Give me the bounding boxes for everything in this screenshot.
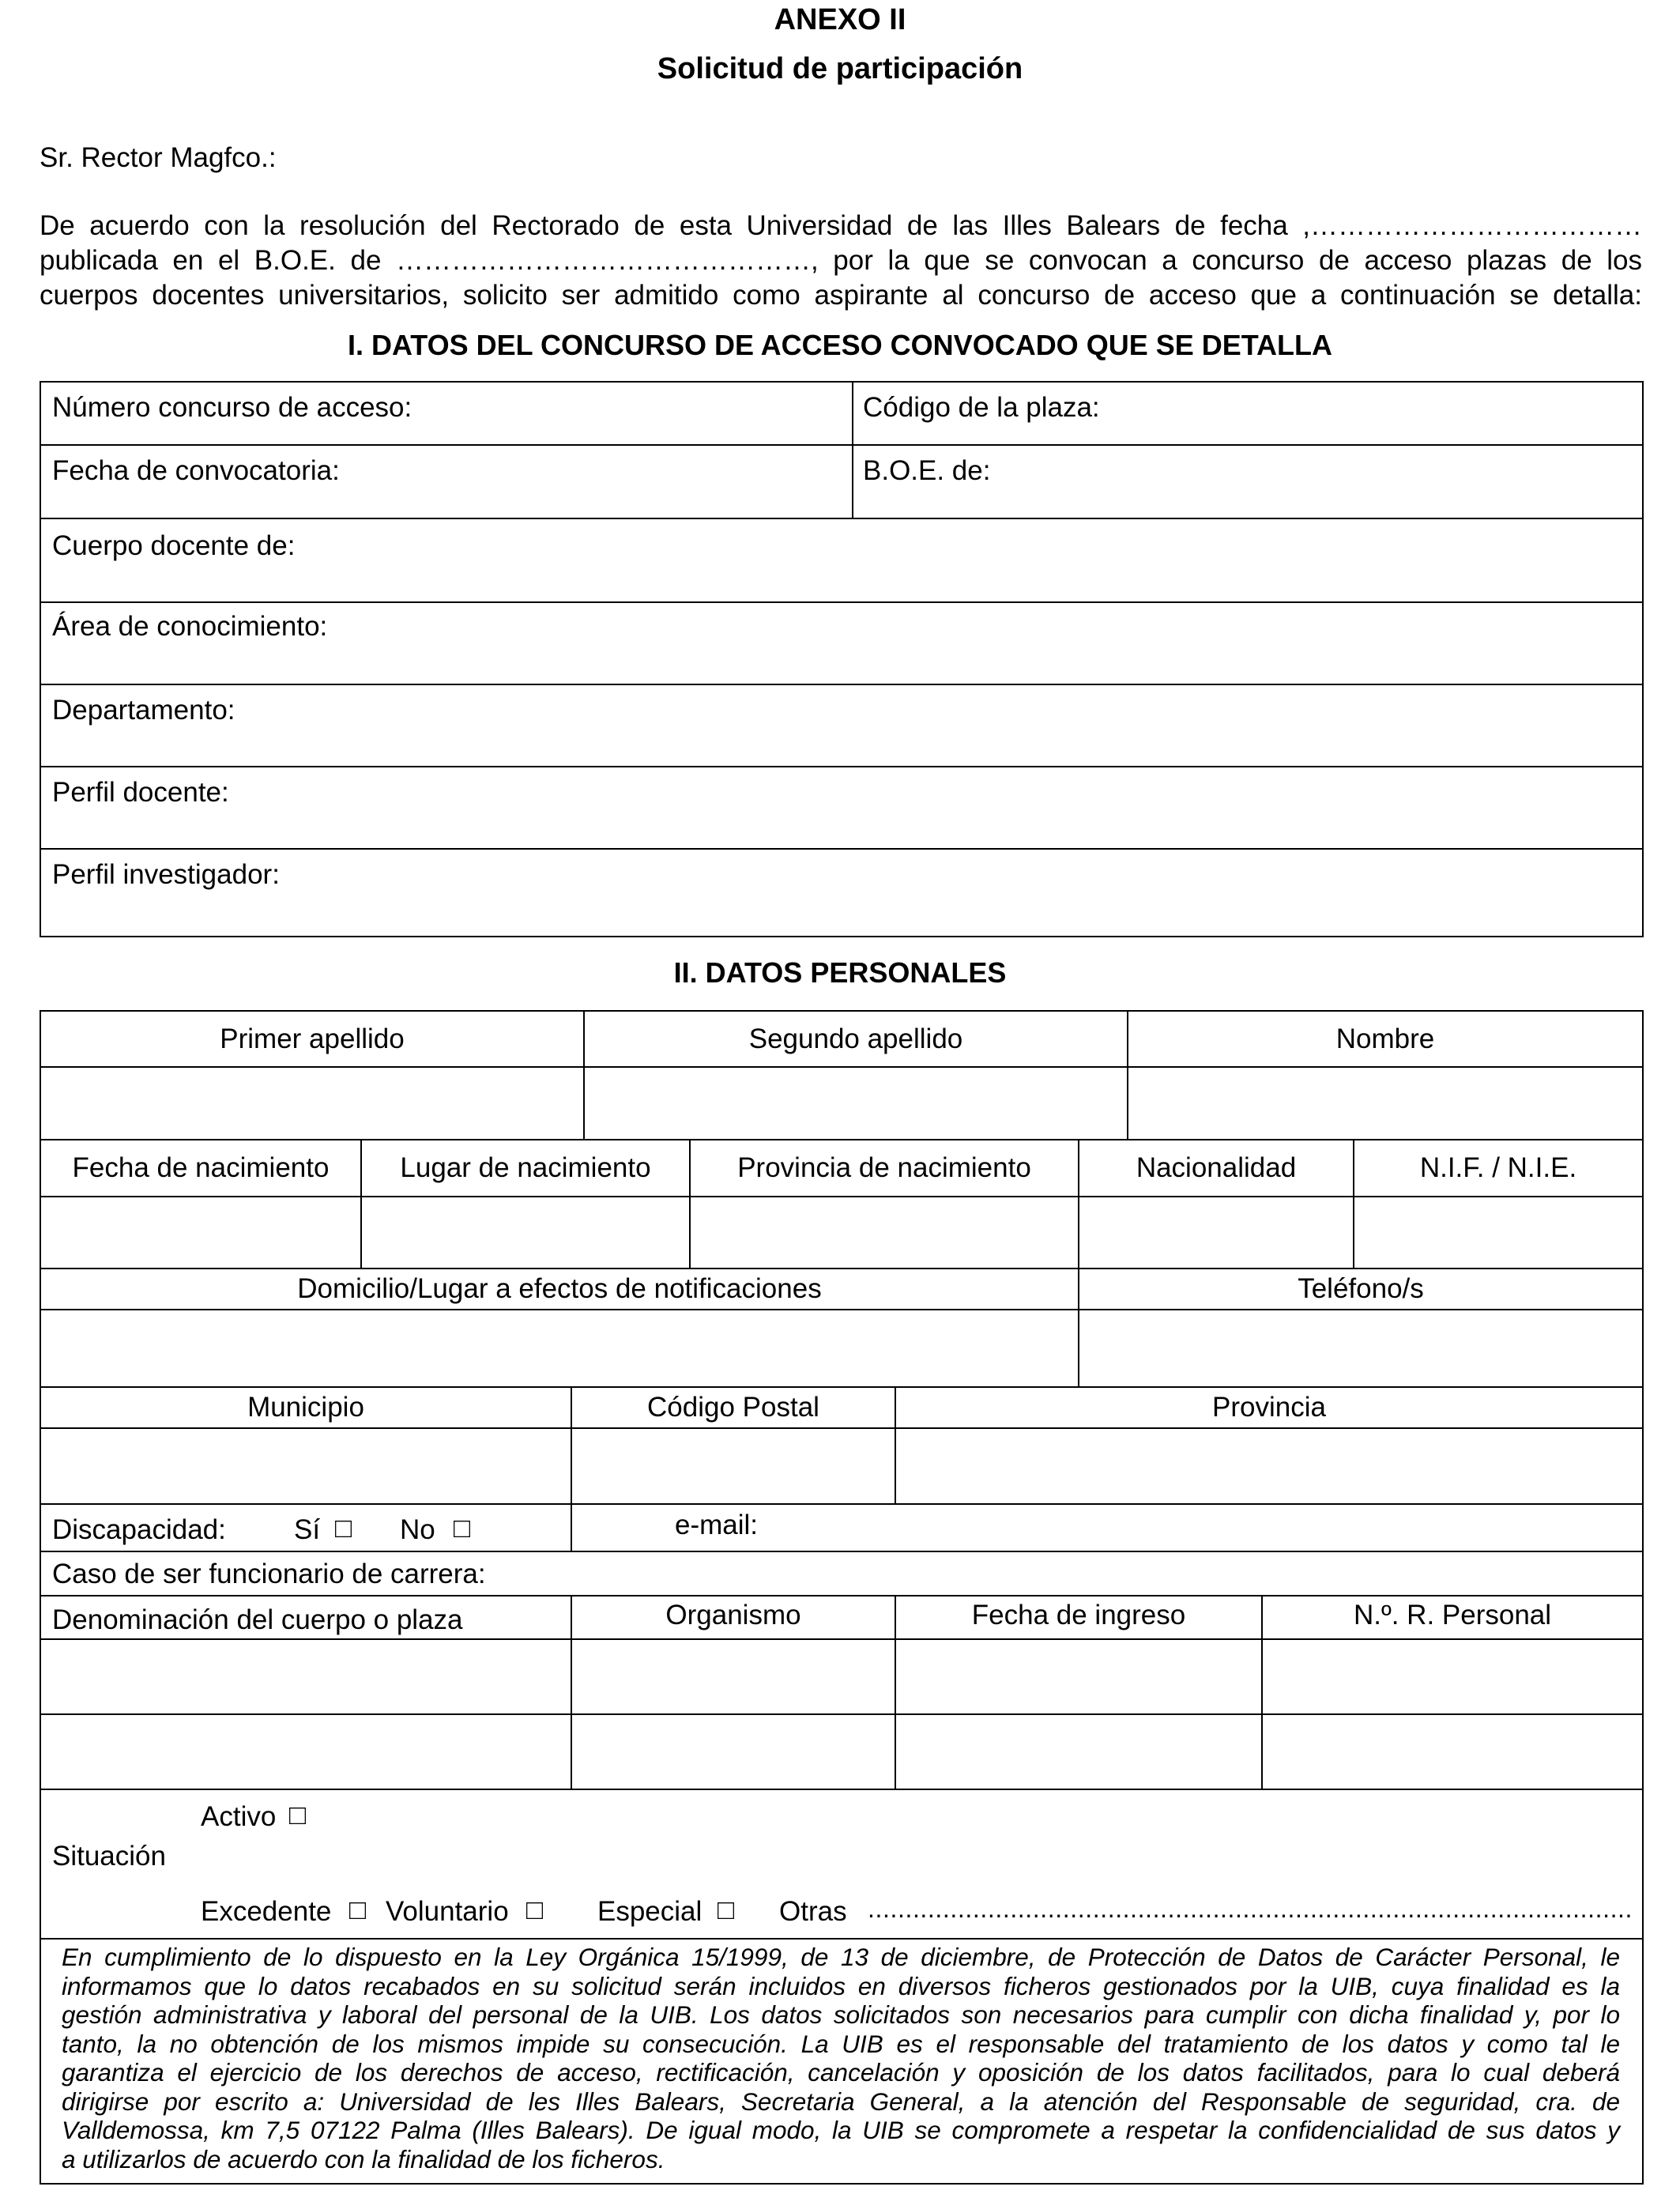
privacy-note-line: a utilizarlos de acuerdo con la finalidad de los ficheros.: [62, 2144, 665, 2173]
nombre-label: Nombre: [1335, 1023, 1435, 1054]
denominacion-input-1[interactable]: [40, 1638, 572, 1715]
municipio-input[interactable]: [40, 1427, 572, 1505]
lugar-nacimiento-input[interactable]: [360, 1196, 691, 1269]
telefono-label: Teléfono/s: [1298, 1273, 1424, 1304]
segundo-apellido-header: [583, 1010, 1128, 1068]
organismo-input-2[interactable]: [571, 1713, 896, 1790]
fecha-ingreso-input-1[interactable]: [895, 1638, 1263, 1715]
organismo-input-1[interactable]: [571, 1638, 896, 1715]
cuerpo-docente-label: Cuerpo docente de:: [52, 530, 296, 561]
section-1-heading: I. DATOS DEL CONCURSO DE ACCESO CONVOCADO QUE SE DETALLA: [347, 329, 1333, 361]
nrp-header: [1261, 1595, 1644, 1640]
activo-checkbox[interactable]: □: [289, 1800, 307, 1830]
fecha-ingreso-header: [895, 1595, 1263, 1640]
departamento-field[interactable]: [40, 684, 1644, 767]
nacionalidad-input[interactable]: [1078, 1196, 1354, 1269]
organismo-header: [571, 1595, 896, 1640]
cuerpo-docente-field[interactable]: [40, 518, 1644, 603]
codigo-postal-label: Código Postal: [647, 1392, 819, 1423]
provincia-input[interactable]: [895, 1427, 1644, 1505]
privacy-note-line: En cumplimiento de lo dispuesto en la Ley Orgánica 15/1999, de 13 de diciembre, de Protección de Datos de Carácter Personal, le: [62, 1943, 1620, 1971]
privacy-note-line: informamos que lo datos recabados en su solicitud serán incluidos en diversos ficheros gestionados por la UIB, cuya finalidad es la: [62, 1971, 1620, 2000]
codigo-postal-input[interactable]: [571, 1427, 896, 1505]
numero-concurso-field[interactable]: [40, 381, 853, 446]
domicilio-header: [40, 1268, 1079, 1310]
discapacidad-row: [40, 1503, 572, 1552]
annex-title: ANEXO II: [774, 3, 906, 36]
privacy-note-line: Valldemossa, km 7,5 07122 Palma (Illes Balears). De igual modo, la UIB se compromete a respetar la confidencialidad de sus datos y: [62, 2116, 1620, 2144]
perfil-docente-field[interactable]: [40, 766, 1644, 850]
discapacidad-label: Discapacidad:: [52, 1514, 226, 1545]
excedente-label: Excedente: [201, 1896, 332, 1927]
intro-line-1: De acuerdo con la resolución del Rectorado de esta Universidad de las Illes Balears de fecha ,………………………………: [40, 210, 1642, 241]
salutation: Sr. Rector Magfco.:: [40, 142, 277, 173]
intro-line-3: cuerpos docentes universitarios, solicito ser admitido como aspirante al concurso de acceso que a continuación se detalla:: [40, 280, 1642, 311]
denominacion-input-2[interactable]: [40, 1713, 572, 1790]
voluntario-checkbox[interactable]: □: [526, 1894, 544, 1925]
domicilio-label: Domicilio/Lugar a efectos de notificaciones: [297, 1273, 822, 1304]
fecha-convocatoria-label: Fecha de convocatoria:: [52, 455, 340, 486]
telefono-header: [1078, 1268, 1644, 1310]
municipio-label: Municipio: [247, 1392, 364, 1423]
fecha-ingreso-input-2[interactable]: [895, 1713, 1263, 1790]
area-label: Área de conocimiento:: [52, 611, 328, 642]
privacy-note-line: garantiza el ejercicio de los derechos de acceso, rectificación, cancelación y oposición de los datos facilitados, para lo cual deberá: [62, 2058, 1620, 2087]
privacy-note: [62, 1943, 1620, 2173]
fecha-nacimiento-label: Fecha de nacimiento: [72, 1152, 330, 1183]
numero-concurso-label: Número concurso de acceso:: [52, 392, 412, 423]
situacion-block: [40, 1789, 1644, 1940]
departamento-label: Departamento:: [52, 695, 235, 726]
privacy-note-line: tanto, la no obtención de los mismos impide su consecución. La UIB es el responsable del tratamiento de los datos y como tal le: [62, 2029, 1620, 2058]
discapacidad-si-label: Sí: [294, 1514, 321, 1545]
area-field[interactable]: [40, 601, 1644, 685]
perfil-investigador-label: Perfil investigador:: [52, 859, 280, 890]
funcionario-row: [40, 1551, 1644, 1596]
activo-label: Activo: [201, 1801, 277, 1832]
otras-label: Otras: [779, 1896, 847, 1927]
especial-checkbox[interactable]: □: [718, 1894, 735, 1925]
segundo-apellido-label: Segundo apellido: [748, 1023, 963, 1054]
situacion-label: Situación: [52, 1841, 166, 1872]
intro-line-2: publicada en el B.O.E. de ………………………………………, por la que se convocan a concurso de acceso plazas de los: [40, 245, 1642, 276]
nrp-label: N.º. R. Personal: [1353, 1599, 1552, 1630]
voluntario-label: Voluntario: [386, 1896, 509, 1927]
email-label: e-mail:: [675, 1510, 759, 1540]
provincia-header: [895, 1386, 1644, 1429]
codigo-plaza-field[interactable]: [852, 381, 1644, 446]
denominacion-label: Denominación del cuerpo o plaza: [52, 1604, 463, 1635]
boe-label: B.O.E. de:: [863, 455, 991, 486]
nif-header: [1353, 1139, 1644, 1197]
perfil-docente-label: Perfil docente:: [52, 777, 229, 808]
lugar-nacimiento-label: Lugar de nacimiento: [400, 1152, 651, 1183]
primer-apellido-input[interactable]: [40, 1066, 585, 1140]
discapacidad-no-checkbox[interactable]: □: [454, 1513, 471, 1544]
municipio-header: [40, 1386, 572, 1429]
nrp-input-2[interactable]: [1261, 1713, 1644, 1790]
nacionalidad-label: Nacionalidad: [1136, 1152, 1297, 1183]
domicilio-input[interactable]: [40, 1309, 1079, 1388]
nombre-input[interactable]: [1127, 1066, 1644, 1140]
provincia-nacimiento-label: Provincia de nacimiento: [737, 1152, 1031, 1183]
boe-field[interactable]: [852, 444, 1644, 519]
otras-dotted-line[interactable]: ......................................................................................................: [868, 1894, 1633, 1923]
nacionalidad-header: [1078, 1139, 1354, 1197]
segundo-apellido-input[interactable]: [583, 1066, 1128, 1140]
nombre-header: [1127, 1010, 1644, 1068]
perfil-investigador-field[interactable]: [40, 848, 1644, 937]
fecha-nacimiento-header: [40, 1139, 362, 1197]
form-title: Solicitud de participación: [657, 52, 1023, 85]
provincia-label: Provincia: [1212, 1392, 1326, 1423]
provincia-nacimiento-header: [689, 1139, 1079, 1197]
primer-apellido-header: [40, 1010, 585, 1068]
nif-label: N.I.F. / N.I.E.: [1419, 1152, 1577, 1183]
privacy-note-line: dirigirse por escrito a: Universidad de les Illes Balears, Secretaria General, a la atención del Responsable de seguridad, cra. de: [62, 2087, 1620, 2116]
denominacion-header: [40, 1595, 572, 1640]
especial-label: Especial: [597, 1896, 703, 1927]
fecha-nacimiento-input[interactable]: [40, 1196, 362, 1269]
excedente-checkbox[interactable]: □: [349, 1894, 367, 1925]
nif-input[interactable]: [1353, 1196, 1644, 1269]
fecha-convocatoria-field[interactable]: [40, 444, 853, 519]
provincia-nacimiento-input[interactable]: [689, 1196, 1079, 1269]
email-field[interactable]: [571, 1503, 1644, 1552]
telefono-input[interactable]: [1078, 1309, 1644, 1388]
organismo-label: Organismo: [665, 1599, 801, 1630]
nrp-input-1[interactable]: [1261, 1638, 1644, 1715]
fecha-ingreso-label: Fecha de ingreso: [971, 1599, 1186, 1630]
privacy-note-line: gestión administrativa y laboral del personal de la UIB. Los datos solicitados son necesarios para cumplir con dicha finalidad y, por lo: [62, 2000, 1620, 2029]
section-2-heading: II. DATOS PERSONALES: [673, 956, 1007, 989]
codigo-postal-header: [571, 1386, 896, 1429]
discapacidad-si-checkbox[interactable]: □: [335, 1513, 352, 1544]
primer-apellido-label: Primer apellido: [220, 1023, 405, 1054]
codigo-plaza-label: Código de la plaza:: [863, 392, 1100, 423]
discapacidad-no-label: No: [400, 1514, 435, 1545]
funcionario-label: Caso de ser funcionario de carrera:: [52, 1559, 486, 1589]
lugar-nacimiento-header: [360, 1139, 691, 1197]
